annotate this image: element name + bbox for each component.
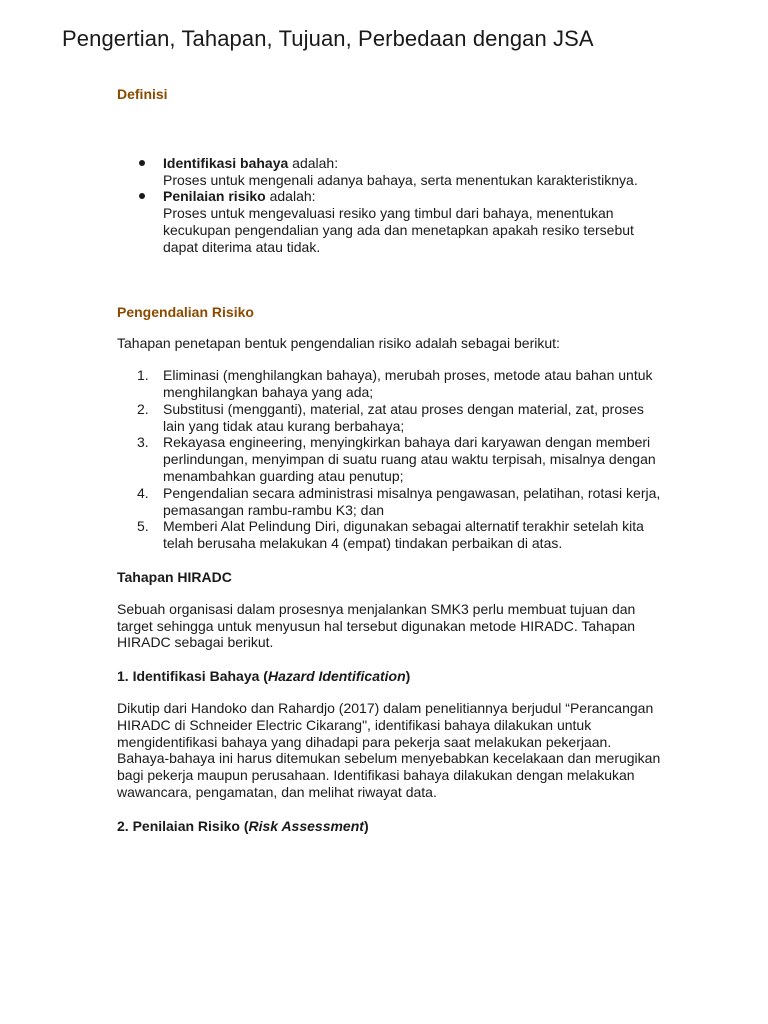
pengendalian-steps bbox=[117, 367, 662, 552]
term-penilaian-risiko: Penilaian risiko bbox=[163, 188, 266, 205]
step-item bbox=[117, 518, 662, 552]
step-number: 1. bbox=[137, 367, 149, 384]
step-item bbox=[117, 434, 662, 484]
hiradc-intro: Sebuah organisasi dalam prosesnya menjalankan SMK3 perlu membuat tujuan dan target sehingga untuk menyusun hal tersebut digunakan metode HIRADC. Tahapan HIRADC sebagai berikut. bbox=[117, 600, 636, 651]
section-1-body: Dikutip dari Handoko dan Rahardjo (2017) dalam penelitiannya berjudul “Perancangan HIRADC di Schneider Electric Cikarang", identifikasi bahaya dilakukan untuk mengidentifikasi bahaya yang dihadapi para pekerja saat melakukan pekerjaan. Bahaya-bahaya ini harus ditemukan sebelum menyebabkan kecelakaan dan merugikan bagi pekerja maupun perusahaan. Identifikasi bahaya dilakukan dengan melakukan wawancara, pengamatan, dan melihat riwayat data. bbox=[117, 699, 661, 800]
definisi-desc-1: Proses untuk mengenali adanya bahaya, serta menentukan karakteristiknya. bbox=[163, 171, 638, 188]
pengendalian-intro: Tahapan penetapan bentuk pengendalian risiko adalah sebagai berikut: bbox=[117, 335, 560, 352]
step-text: Pengendalian secara administrasi misalnya pengawasan, pelatihan, rotasi kerja, pemasangan rambu-rambu K3; dan bbox=[163, 484, 661, 518]
definisi-desc-2: Proses untuk mengevaluasi resiko yang timbul dari bahaya, menentukan kecukupan pengendalian yang ada dan menetapkan apakah resiko tersebut dapat diterima atau tidak. bbox=[163, 205, 634, 255]
definisi-item-1 bbox=[117, 155, 662, 189]
document-body bbox=[117, 86, 662, 835]
section-1-heading bbox=[117, 668, 662, 685]
bullet-icon bbox=[139, 193, 145, 199]
definisi-item-2 bbox=[117, 188, 662, 255]
step-number: 4. bbox=[137, 484, 149, 501]
term-suffix: adalah: bbox=[265, 188, 316, 205]
term-suffix: adalah: bbox=[288, 154, 339, 171]
step-text: Memberi Alat Pelindung Diri, digunakan sebagai alternatif terakhir setelah kita telah berusaha melakukan 4 (empat) tindakan perbaikan di atas. bbox=[163, 518, 644, 552]
definisi-list bbox=[117, 155, 662, 256]
section-2-prefix: 2. Penilaian Risiko ( bbox=[117, 817, 249, 834]
step-number: 5. bbox=[137, 518, 149, 535]
section-1-prefix: 1. Identifikasi Bahaya ( bbox=[117, 668, 268, 685]
section-1-suffix: ) bbox=[405, 668, 411, 685]
step-item bbox=[117, 367, 662, 401]
step-text: Rekayasa engineering, menyingkirkan bahaya dari karyawan dengan memberi perlindungan, menyimpan di suatu ruang atau waktu terpisah, misalnya dengan menambahkan guarding atau penutup; bbox=[163, 434, 656, 484]
step-number: 3. bbox=[137, 434, 149, 451]
section-1-italic: Hazard Identification bbox=[267, 668, 406, 685]
section-2-italic: Risk Assessment bbox=[248, 817, 364, 834]
page-title: Pengertian, Tahapan, Tujuan, Perbedaan dengan JSA bbox=[62, 26, 594, 51]
bullet-icon bbox=[139, 160, 145, 166]
section-2-suffix: ) bbox=[363, 817, 369, 834]
hiradc-heading: Tahapan HIRADC bbox=[117, 568, 232, 585]
section-2-heading bbox=[117, 818, 662, 835]
step-item bbox=[117, 485, 662, 519]
definisi-heading: Definisi bbox=[117, 86, 168, 102]
pengendalian-heading: Pengendalian Risiko bbox=[117, 303, 254, 320]
step-text: Eliminasi (menghilangkan bahaya), merubah proses, metode atau bahan untuk menghilangkan bahaya yang ada; bbox=[163, 367, 653, 400]
step-text: Substitusi (mengganti), material, zat atau proses dengan material, zat, proses lain yang tidak atau kurang berbahaya; bbox=[163, 400, 644, 434]
step-number: 2. bbox=[137, 400, 149, 417]
term-identifikasi-bahaya: Identifikasi bahaya bbox=[163, 154, 289, 171]
step-item bbox=[117, 401, 662, 435]
